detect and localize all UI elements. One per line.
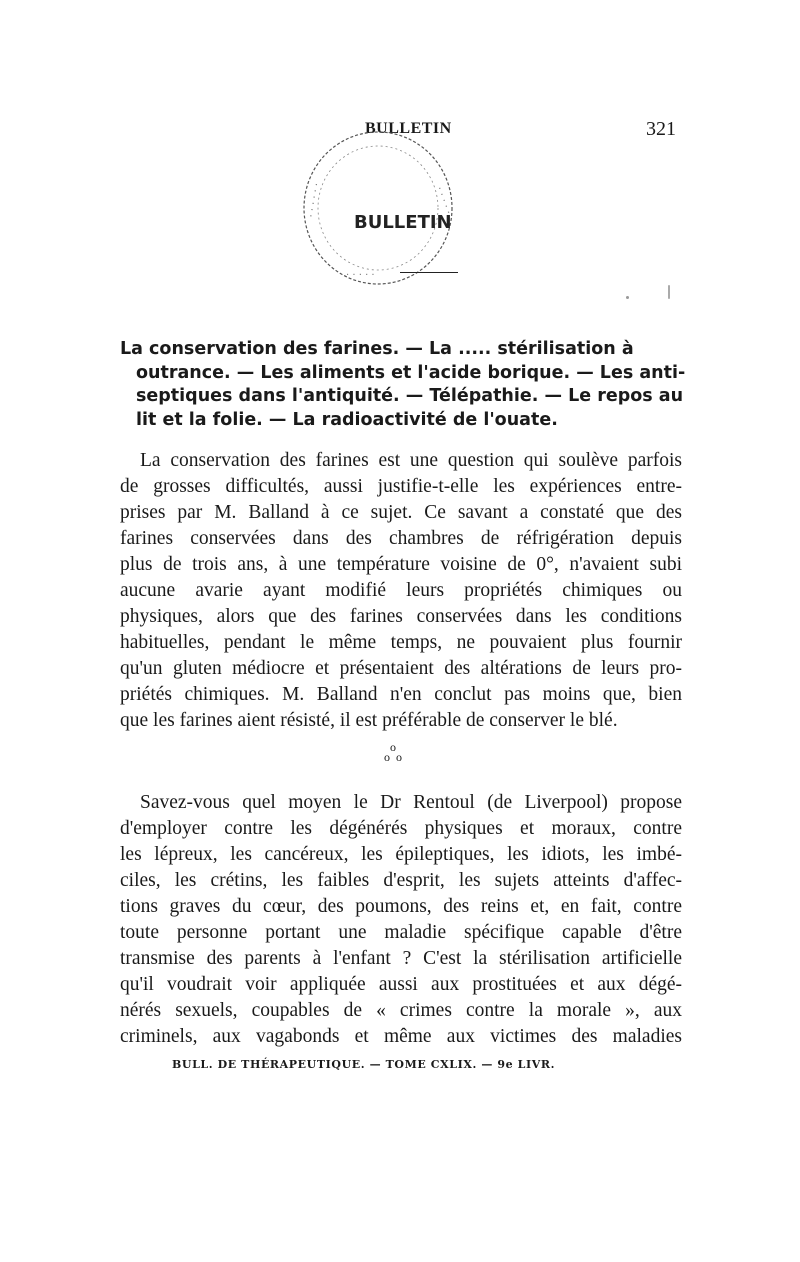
paragraph-sterilisation	[120, 790, 682, 1050]
text-line: qu'un gluten médiocre et présentaient des altérations de leurs pro-	[120, 658, 682, 679]
text-line: ciles, les crétins, les faibles d'esprit, les sujets atteints d'affec-	[120, 870, 682, 891]
summary-line: La conservation des farines. — La ..... stérilisation à	[120, 339, 634, 359]
asterism-top: o	[390, 740, 396, 754]
chapter-summary	[120, 338, 685, 432]
page-number: 321	[646, 118, 676, 140]
running-head-title: BULLETIN	[365, 120, 452, 137]
page-footer: BULL. DE THÉRAPEUTIQUE. — TOME CXLIX. — 9e LIVR.	[172, 1058, 556, 1071]
summary-line: lit et la folie. — La radioactivité de l'ouate.	[136, 409, 558, 430]
paragraph-farines	[120, 448, 682, 734]
text-line: physiques, alors que des farines conservées dans les conditions	[120, 606, 682, 627]
text-line: Savez-vous quel moyen le Dr Rentoul (de Liverpool) propose	[140, 792, 682, 813]
text-line: criminels, aux vagabonds et même aux victimes des maladies	[120, 1026, 682, 1047]
text-line: priétés chimiques. M. Balland n'en conclut pas moins que, bien	[120, 684, 682, 705]
text-line: plus de trois ans, à une température voisine de 0°, n'avaient subi	[120, 554, 682, 575]
text-line: habituelles, pendant le même temps, ne pouvaient plus fournir	[120, 632, 682, 653]
scan-mark	[668, 285, 670, 299]
section-asterism	[383, 742, 403, 762]
text-line: farines conservées dans des chambres de réfrigération depuis	[120, 528, 682, 549]
text-line: que les farines aient résisté, il est préférable de conserver le blé.	[120, 710, 618, 731]
library-stamp	[296, 128, 466, 294]
text-line: de grosses difficultés, aussi justifie-t-elle les expériences entre-	[120, 476, 682, 497]
text-line: aucune avarie ayant modifié leurs propriétés chimiques ou	[120, 580, 682, 601]
stamp-rule	[400, 272, 458, 273]
scan-speck	[626, 296, 629, 299]
text-line: toute personne portant une maladie spécifique capable d'être	[120, 922, 682, 943]
text-line: prises par M. Balland à ce sujet. Ce savant a constaté que des	[120, 502, 682, 523]
svg-text:· · · · · ·: · · · · · ·	[306, 182, 324, 219]
stamp-text: BULLETIN	[354, 212, 452, 233]
asterism-bottom: o o	[384, 750, 402, 764]
text-line: transmise des parents à l'enfant ? C'est la stérilisation artificielle	[120, 948, 682, 969]
svg-text:· · · · ·: · · · · ·	[433, 185, 454, 216]
text-line: les lépreux, les cancéreux, les épileptiques, les idiots, les imbé-	[120, 844, 682, 865]
text-line: tions graves du cœur, des poumons, des reins et, en fait, contre	[120, 896, 682, 917]
summary-line: outrance. — Les aliments et l'acide borique. — Les anti-	[136, 362, 686, 383]
svg-text:· · · · ·: · · · · ·	[346, 270, 375, 281]
text-line: La conservation des farines est une question qui soulève parfois	[140, 450, 682, 471]
text-line: d'employer contre les dégénérés physiques et moraux, contre	[120, 818, 682, 839]
summary-line: septiques dans l'antiquité. — Télépathie. — Le repos au	[136, 386, 684, 406]
text-line: nérés sexuels, coupables de « crimes contre la morale », aux	[120, 1000, 682, 1021]
text-line: qu'il voudrait voir appliquée aussi aux prostituées et aux dégé-	[120, 974, 682, 995]
